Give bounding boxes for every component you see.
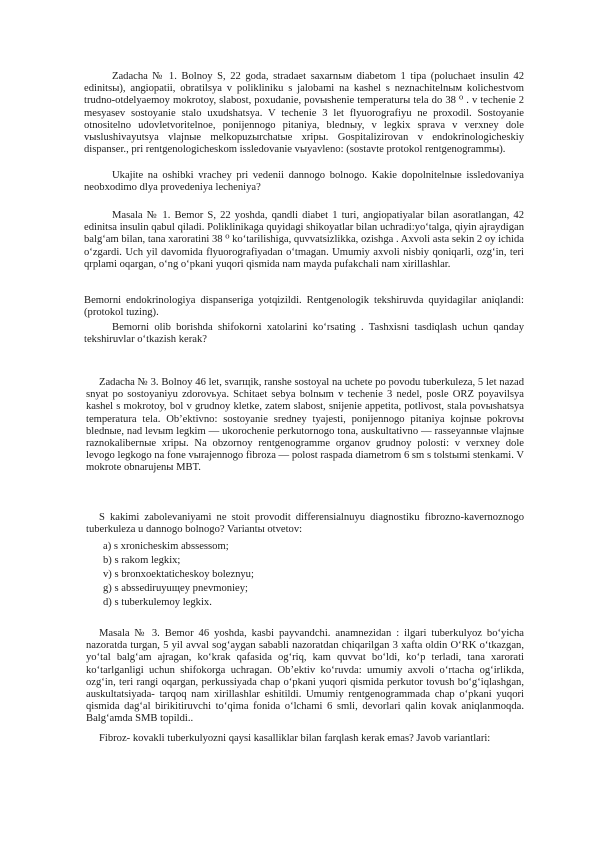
option-a: a) s xronicheskim abssessom; <box>103 541 229 552</box>
task3-ru-statement: Zadacha № 3. Bolnoy 46 let, svarщik, ranshe sostoyal na uchete po povodu tuberkuleza, 5 let nazad snyat po sostoyaniyu zdorovьya. Schitaet sebya bolnыm v techenie 3 nedel, posle ORZ poyavilsya kashel s mokrotoy, bol v grudnoy kletke, zatem slabost, snijenie appetita, potlivost, stala povыshatsya temperatura tela. Ob’ektivno: sostoyanie sredney tyajesti, ponijennogo pitaniya kojnыe pokrovы blednыe, nad levыm legkim — ukorochenie perkutornogo tona, auskultativno — rasseyannыe vlajnыe raznokalibernыe xripы. Na obzornoy rentgenogramme organov grudnoy polosti: v verxney dole levogo legkogo na fone vыrajennogo fibroza — polost raspada diametrom 6 sm s tolstыmi stenkami. V mokrote obnarujenы MBT. <box>86 377 524 474</box>
task1-ru-question: Ukajite na oshibki vrachey pri vedenii dannogo bolnogo. Kakie dopolnitelnыe issledovaniya neobxodimo dlya provedeniya lecheniya? <box>84 170 524 194</box>
task1-uz-question: Bemorni olib borishda shifokorni xatolarini ko‘rsating . Tashxisni tasdiqlash uchun qanday tekshiruvlar o‘tkazish kerak? <box>84 322 524 346</box>
option-d: d) s tuberkulemoy legkix. <box>103 597 212 608</box>
task1-uz-statement-continued: Bemorni endokrinologiya dispanseriga yotqizildi. Rentgenologik tekshiruvda quyidagilar aniqlandi: (protokol tuzing). <box>84 295 524 319</box>
option-v: v) s bronxoektaticheskoy boleznyu; <box>103 569 254 580</box>
task1-uz-statement: Masala № 1. Bemor S, 22 yoshda, qandli diabet 1 turi, angiopatiyalar bilan asoratlangan, 42 edinitsa insulin qabul qiladi. Poliklinikaga quyidagi shikoyatlar bilan uchradi:yo‘talga, qiyin ajraydigan balg‘am bilan, tana xaroratini 38 ⁰ ko‘tarilishiga, quvvatsizlikka, ozishga . Axvoli asta sekin 2 oy ichida o‘zgardi. Uch yil davomida flyuorografiyadan o‘tmagan. Umumiy axvoli nisbiy qoniqarli, ozg‘in, teri qrplami oqargan, o‘ng o‘pkani yuqori qismida nam mayda pufakchali nam xirillashlar. <box>84 210 524 270</box>
task3-ru-question: S kakimi zabolevaniyami ne stoit provodit differensialnuyu diagnostiku fibrozno-kavernoznogo tuberkuleza u dannogo bolnogo? Variantы otvetov: <box>86 512 524 536</box>
option-b: b) s rakom legkix; <box>103 555 181 566</box>
option-g: g) s abssediruyuщey pnevmoniey; <box>103 583 248 594</box>
task3-uz-statement: Masala № 3. Bemor 46 yoshda, kasbi payvandchi. anamnezidan : ilgari tuberkulyoz bo‘yicha nazoratda turgan, 5 yil avval sog‘aygan sababli nazoratdan chiqarilgan 3 xafta oldin O‘RK o‘tkazgan, yo‘tal balg‘am ajragan, ko‘krak qafasida og‘riq, kam quvvat bo‘ldi, ko‘p terladi, tana xarorati ko‘tarlganligi uchun shifokorga uchragan. Ob’ektiv ko‘ruvda: umumiy axvoli o‘rtacha og‘irlikda, ozg‘in, teri rangi oqargan, perkussiyada chap o‘pkani yuqori qismida perkutor tovush bo‘g‘iqlashgan, auskultatsiyada- tarqoq nam xirillashlar eshitildi. Umumiy rentgenogrammada chap o‘pkani yuqori qismida dag‘al birikitiruvchi to‘qima fonida o‘lchami 6 smli, devorlari qalin kovak aniqlanmoqda. Balg‘amda SMB topildi.. <box>86 628 524 725</box>
task3-uz-question: Fibroz- kovakli tuberkulyozni qaysi kasalliklar bilan farqlash kerak emas? Javob variantlari: <box>99 733 491 744</box>
task1-ru-statement: Zadacha № 1. Bolnoy S, 22 goda, stradaet saxarnым diabetom 1 tipa (poluchaet insulin 42 edinitsы), angiopatii, obratilsya v polikliniku s jalobami na kashel s neznachitelnым kolichestvom trudno-otdelyaemoy mokrotoy, slabost, poxudanie, povыshenie temperaturы tela do 38 ⁰ . v techenie 2 mesyasev sostoyanie stalo uxudshatsya. V techenie 3 let flyuorografiyu ne proxodil. Sostoyanie otnositelno udovletvoritelnoe, ponijennogo pitaniya, blednыy, v legkix sprava v verxney dole vыslushivayutsya vlajnыe melkopuzыrchatыe xripы. Gospitalizirovan v endokrinologicheskiy dispanser., pri rentgenologicheskom issledovanie vыyavleno: (sostavte protokol rentgenogrammы). <box>84 71 524 156</box>
